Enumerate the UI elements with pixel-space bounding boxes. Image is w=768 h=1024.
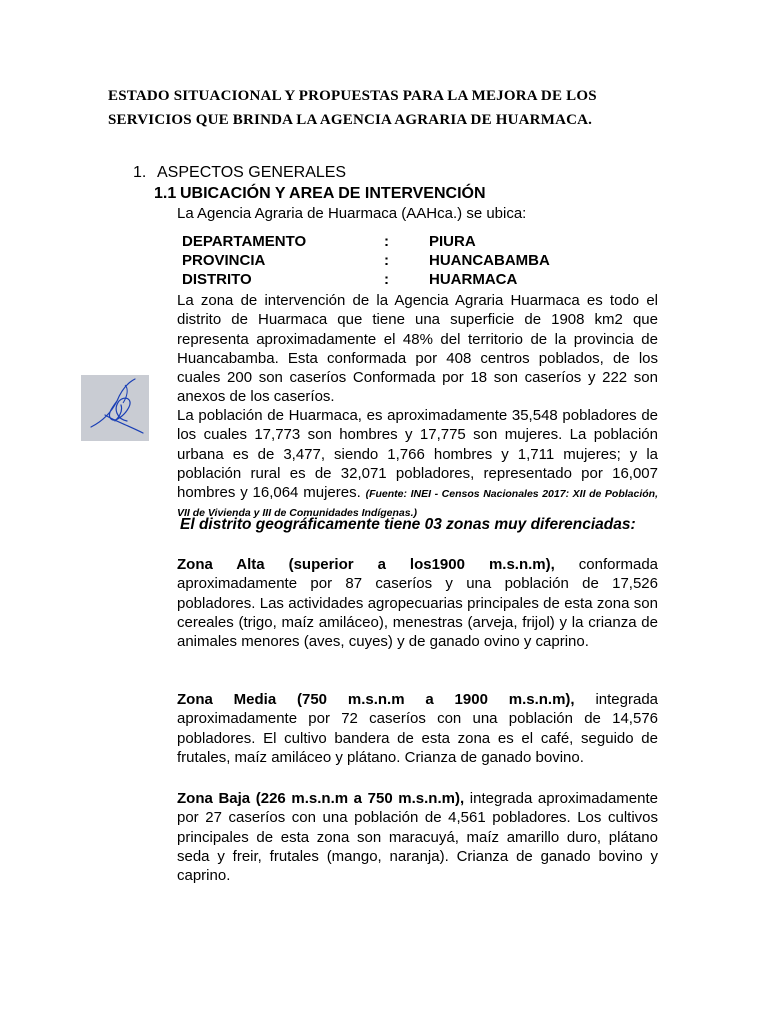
source-citation: (Fuente: INEI - Censos Nacionales 2017: XII de Población, VII de Vivienda y III de Comunidades Indígenas.)	[177, 488, 659, 520]
title-line-2: SERVICIOS QUE BRINDA LA AGENCIA AGRARIA DE HUARMACA.	[108, 112, 593, 128]
location-separator: :	[384, 252, 389, 269]
zone-description: integrada aproximadamente por 27 caseríos con una población de 4,561 pobladores. Los cultivos principales de esta zona son maracuyá, maíz amarillo duro, plátano seda y freir, frutales (mango, naranja). Crianza de ganado bovino y caprino.	[177, 790, 658, 885]
location-key: DEPARTAMENTO	[182, 233, 307, 250]
paragraph-intervention-area: La zona de intervención de la Agencia Agraria Huarmaca es todo el distrito de Huarmaca que tiene una superficie de 1908 km2 que representa aproximadamente el 48% del territorio de la provincia de Huancabamba. Esta conformada por 408 centros poblados, de los cuales 200 son caseríos Conformada por 18 son caseríos y 222 son anexos de los caseríos.	[177, 292, 658, 406]
section-label: ASPECTOS GENERALES	[157, 164, 347, 181]
zone-name: Zona Media (750 m.s.n.m a 1900 m.s.n.m),	[177, 691, 575, 708]
zone-description: conformada aproximadamente por 87 caseríos y una población de 17,526 pobladores. Las actividades agropecuarias principales de esta zona son cereales (trigo, maíz amiláceo), menestras (arveja, frijol) y la crianza de animales menores (aves, cuyes) y de ganado ovino y caprino.	[177, 556, 659, 651]
location-separator: :	[384, 233, 389, 250]
zone-alta-paragraph	[177, 555, 658, 651]
zone-baja-paragraph	[177, 789, 658, 885]
title-line-1: ESTADO SITUACIONAL Y PROPUESTAS PARA LA MEJORA DE LOS	[108, 88, 597, 104]
signature-drawing	[81, 375, 149, 441]
zone-description: integrada aproximadamente por 72 caseríos con una población de 14,576 pobladores. El cultivo bandera de esta zona es el café, seguido de frutales, maíz amiláceo y plátano. Crianza de ganado bovino.	[177, 691, 659, 766]
location-value: HUANCABAMBA	[429, 252, 550, 269]
location-value: PIURA	[429, 233, 476, 250]
subsection-label: UBICACIÓN Y AREA DE INTERVENCIÓN	[180, 185, 486, 202]
section-number: 1.	[133, 164, 147, 181]
location-row	[182, 251, 582, 270]
zone-media-paragraph	[177, 690, 658, 767]
location-key: PROVINCIA	[182, 252, 266, 269]
zones-heading: El distrito geográficamente tiene 03 zonas muy diferenciadas:	[180, 516, 636, 533]
population-text: La población de Huarmaca, es aproximadamente 35,548 pobladores de los cuales 17,773 son hombres y 17,775 son mujeres. La población urbana es de 3,477, siendo 1,766 hombres y 1,711 mujeres; y la población rural es de 32,071 pobladores, representado por 16,007 hombres y 16,064 mujeres.	[177, 407, 658, 502]
zone-name: Zona Baja (226 m.s.n.m a 750 m.s.n.m),	[177, 790, 465, 807]
location-row	[182, 232, 582, 251]
location-table	[182, 232, 582, 289]
location-row	[182, 270, 582, 289]
zone-name: Zona Alta (superior a los1900 m.s.n.m),	[177, 556, 555, 573]
intro-text: La Agencia Agraria de Huarmaca (AAHca.) se ubica:	[177, 205, 527, 222]
location-separator: :	[384, 271, 389, 288]
location-value: HUARMACA	[429, 271, 518, 288]
document-title	[108, 84, 668, 132]
paragraph-population	[177, 406, 658, 522]
section-heading-1	[133, 163, 346, 183]
section-heading-1-1	[154, 184, 486, 204]
subsection-number: 1.1	[154, 185, 177, 202]
location-key: DISTRITO	[182, 271, 252, 288]
handwritten-signature-icon	[81, 375, 149, 441]
